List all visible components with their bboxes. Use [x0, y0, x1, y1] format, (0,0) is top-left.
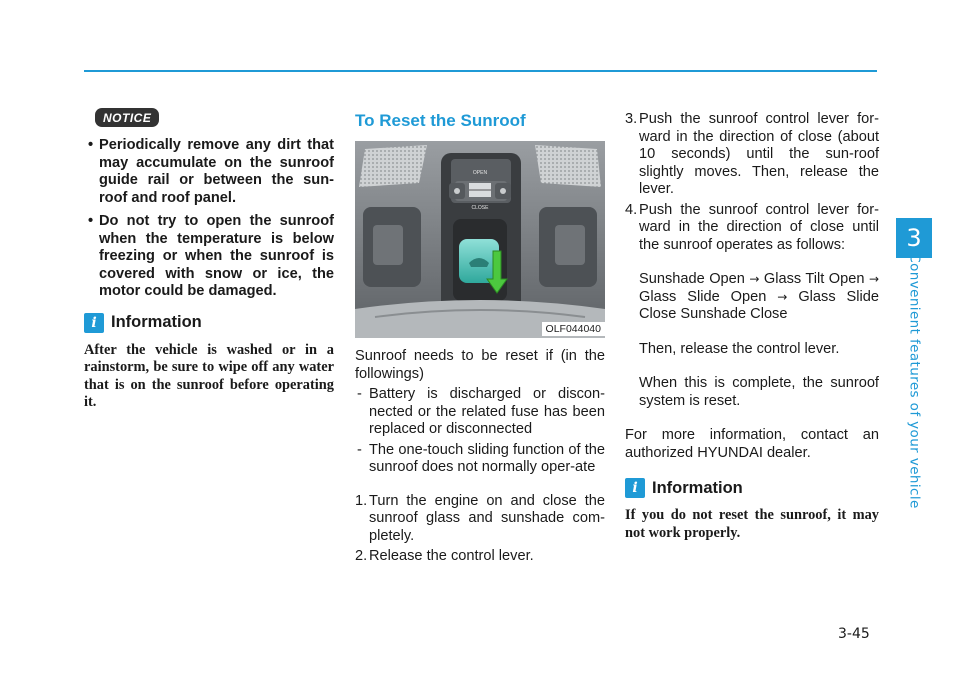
figure-close-label: CLOSE	[471, 205, 489, 211]
information-text: If you do not reset the sunroof, it may not work properly.	[625, 507, 879, 541]
information-text: After the vehicle is washed or in a rainstorm, be sure to wipe off any water that is on the sunroof before operating it.	[84, 341, 334, 410]
notice-list	[84, 137, 334, 301]
information-icon: i	[84, 313, 104, 333]
chapter-number: 3	[896, 218, 932, 258]
arrow-icon: →	[749, 272, 760, 286]
arrow-icon: →	[868, 272, 879, 286]
figure-code: OLF044040	[542, 322, 605, 336]
step-item: 3. Push the sunroof control lever for-ward in the direction of close (about 10 seconds) until the sun-roof slightly moves. Then, release the lever.	[625, 111, 879, 197]
step-item: 1. Turn the engine on and close the sunroof glass and sunshade com-pletely.	[355, 492, 605, 544]
notice-item: • Do not try to open the sunroof when the temperature is below freezing or when the sunroof is covered with snow or ice, the motor could be damaged.	[84, 213, 334, 301]
reset-intro: Sunroof needs to be reset if (in the followings)	[355, 348, 605, 382]
notice-item: • Periodically remove any dirt that may accumulate on the sunroof guide rail or between the sun-roof and roof panel.	[84, 137, 334, 207]
information-title: Information	[652, 478, 743, 497]
sunroof-console-illustration	[355, 141, 605, 338]
notice-badge: NOTICE	[95, 108, 159, 127]
page-number: 3-45	[838, 626, 870, 642]
right-column	[625, 108, 879, 542]
release-text: Then, release the control lever.	[639, 340, 840, 357]
header-rule	[84, 70, 877, 72]
step-item: 2. Release the control lever.	[355, 548, 534, 564]
section-heading: To Reset the Sunroof	[355, 111, 526, 130]
information-icon: i	[625, 478, 645, 498]
reset-steps-right	[625, 111, 879, 254]
left-column	[84, 108, 334, 412]
middle-column	[355, 108, 605, 566]
chapter-title: Convenient features of your vehicle	[907, 253, 924, 509]
figure-open-label: OPEN	[472, 170, 488, 176]
information-header	[84, 313, 334, 333]
complete-text: When this is complete, the sunroof system is reset.	[639, 375, 879, 409]
reset-conditions	[355, 386, 605, 477]
information-title: Information	[111, 313, 202, 331]
step-item: 4. Push the sunroof control lever for-ward in the direction of close until the sunroof operates as follows:	[625, 201, 879, 253]
sunroof-console-figure	[355, 141, 605, 338]
operation-sequence: Sunshade Open → Glass Tilt Open → Glass Slide Open → Glass Slide Close Sunshade Close	[639, 271, 880, 322]
information-header	[625, 478, 879, 498]
reset-steps-left	[355, 493, 605, 566]
condition-item: - Battery is discharged or discon-nected or the related fuse has been replaced or disconnected	[355, 386, 605, 439]
arrow-icon: →	[777, 289, 788, 304]
contact-text: For more information, contact an authorized HYUNDAI dealer.	[625, 427, 879, 461]
condition-item: - The one-touch sliding function of the sunroof does not normally oper-ate	[355, 442, 605, 477]
